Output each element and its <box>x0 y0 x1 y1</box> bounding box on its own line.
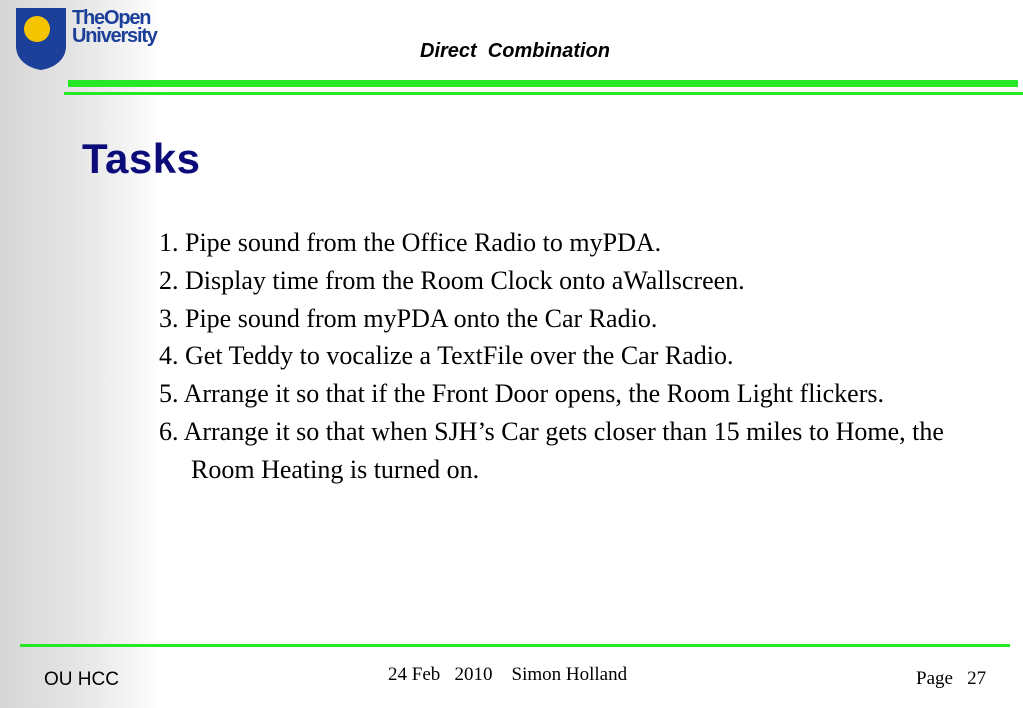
footer-course-label: OU HCC <box>44 669 119 690</box>
task-item: 4. Get Teddy to vocalize a TextFile over the Car Radio. <box>159 341 734 371</box>
shield-icon <box>14 6 70 72</box>
task-item: 3. Pipe sound from myPDA onto the Car Radio. <box>159 303 658 333</box>
slide-title: Tasks <box>82 135 201 182</box>
header-rule-thin <box>64 92 1023 95</box>
footer-rule <box>20 644 1010 647</box>
header-rule-thick <box>68 80 1018 87</box>
task-item: 5. Arrange it so that if the Front Door opens, the Room Light flickers. <box>159 379 884 409</box>
side-gradient-band <box>0 0 162 708</box>
task-item: 1. Pipe sound from the Office Radio to myPDA. <box>159 228 662 257</box>
footer-date-author: 24 Feb 2010 Simon Holland <box>388 664 628 685</box>
logo-text-line1: TheOpen <box>72 7 151 29</box>
footer-page-number: Page 27 <box>916 668 987 689</box>
logo-text-line2: University <box>72 25 157 47</box>
task-list <box>159 224 979 489</box>
header-title: Direct Combination <box>420 40 611 62</box>
task-item: 2. Display time from the Room Clock onto aWallscreen. <box>159 265 745 295</box>
task-item: 6. Arrange it so that when SJH’s Car gets closer than 15 miles to Home, the Room Heating is turned on. <box>159 416 944 484</box>
open-university-logo <box>14 6 174 72</box>
